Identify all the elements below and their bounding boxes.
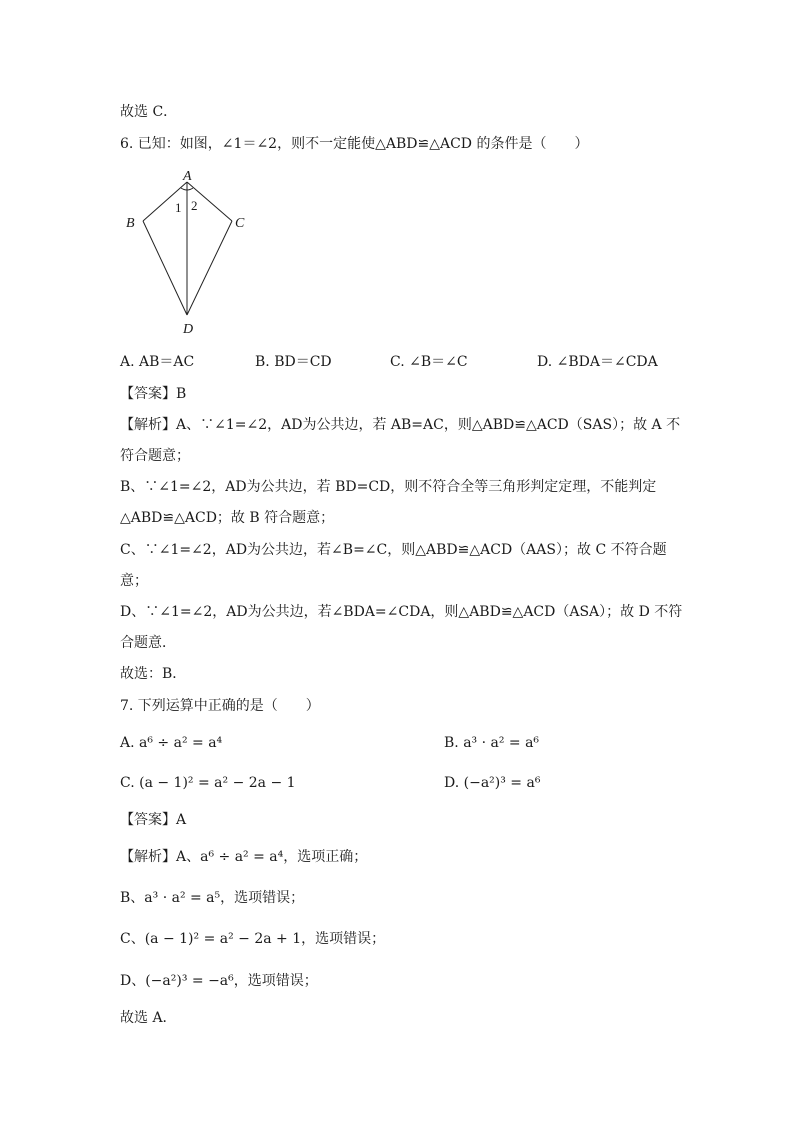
- q6-analysis-2b: △ABD≌△ACD；故 B 符合题意；: [120, 510, 335, 526]
- label-b: B: [126, 216, 135, 231]
- q7-option-a: A. a⁶ ÷ a² = a⁴: [120, 735, 223, 751]
- segment-bd: [143, 221, 187, 315]
- q6-analysis-1: 【解析】A、∵∠1=∠2，AD为公共边，若 AB=AC，则△ABD≌△ACD（SAS）；故 A 不: [120, 417, 681, 433]
- segment-cd: [187, 221, 232, 315]
- q7-option-d: D. (−a²)³ = a⁶: [444, 775, 541, 791]
- label-angle-2: 2: [191, 198, 198, 213]
- q6-analysis-3: C、∵∠1=∠2，AD为公共边，若∠B=∠C，则△ABD≌△ACD（AAS）；故 C 不符合题: [120, 542, 667, 558]
- label-d: D: [183, 322, 194, 337]
- q7-analysis-3: C、(a − 1)² = a² − 2a + 1，选项错误；: [120, 931, 386, 947]
- prev-answer-line: 故选 C．: [120, 104, 178, 120]
- q7-analysis-4: D、(−a²)³ = −a⁶，选项错误；: [120, 973, 318, 989]
- question-7-stem: 7. 下列运算中正确的是（ ）: [120, 698, 320, 714]
- question-6-stem: 6. 已知：如图，∠1＝∠2，则不一定能使△ABD≌△ACD 的条件是（ ）: [120, 136, 589, 152]
- q6-analysis-1b: 符合题意；: [120, 448, 190, 464]
- q7-option-b: B. a³ · a² = a⁶: [444, 735, 540, 751]
- q6-answer: 【答案】B: [120, 386, 187, 402]
- q6-option-b: B. BD＝CD: [255, 354, 332, 370]
- kite-figure: [118, 165, 268, 340]
- q6-analysis-3b: 意；: [120, 573, 148, 589]
- q6-analysis-4b: 合题意．: [120, 635, 176, 651]
- q7-option-c: C. (a − 1)² = a² − 2a − 1: [120, 775, 296, 791]
- q6-analysis-4: D、∵∠1=∠2，AD为公共边，若∠BDA=∠CDA，则△ABD≌△ACD（ASA）；故 D 不符: [120, 604, 683, 620]
- q7-answer: 【答案】A: [120, 812, 187, 828]
- q6-option-d: D. ∠BDA＝∠CDA: [537, 354, 658, 370]
- q7-conclusion: 故选 A．: [120, 1010, 177, 1026]
- label-angle-1: 1: [175, 200, 182, 215]
- q6-conclusion: 故选：B．: [120, 666, 187, 682]
- q7-analysis-1: 【解析】A、a⁶ ÷ a² = a⁴，选项正确；: [120, 849, 368, 865]
- q6-option-a: A. AB＝AC: [120, 354, 195, 370]
- label-c: C: [235, 216, 245, 231]
- q7-analysis-2: B、a³ · a² = a⁵，选项错误；: [120, 890, 305, 906]
- q6-option-c: C. ∠B＝∠C: [390, 354, 468, 370]
- label-a: A: [183, 169, 192, 184]
- q6-analysis-2: B、∵∠1=∠2，AD为公共边，若 BD=CD，则不符合全等三角形判定定理，不能判定: [120, 479, 657, 495]
